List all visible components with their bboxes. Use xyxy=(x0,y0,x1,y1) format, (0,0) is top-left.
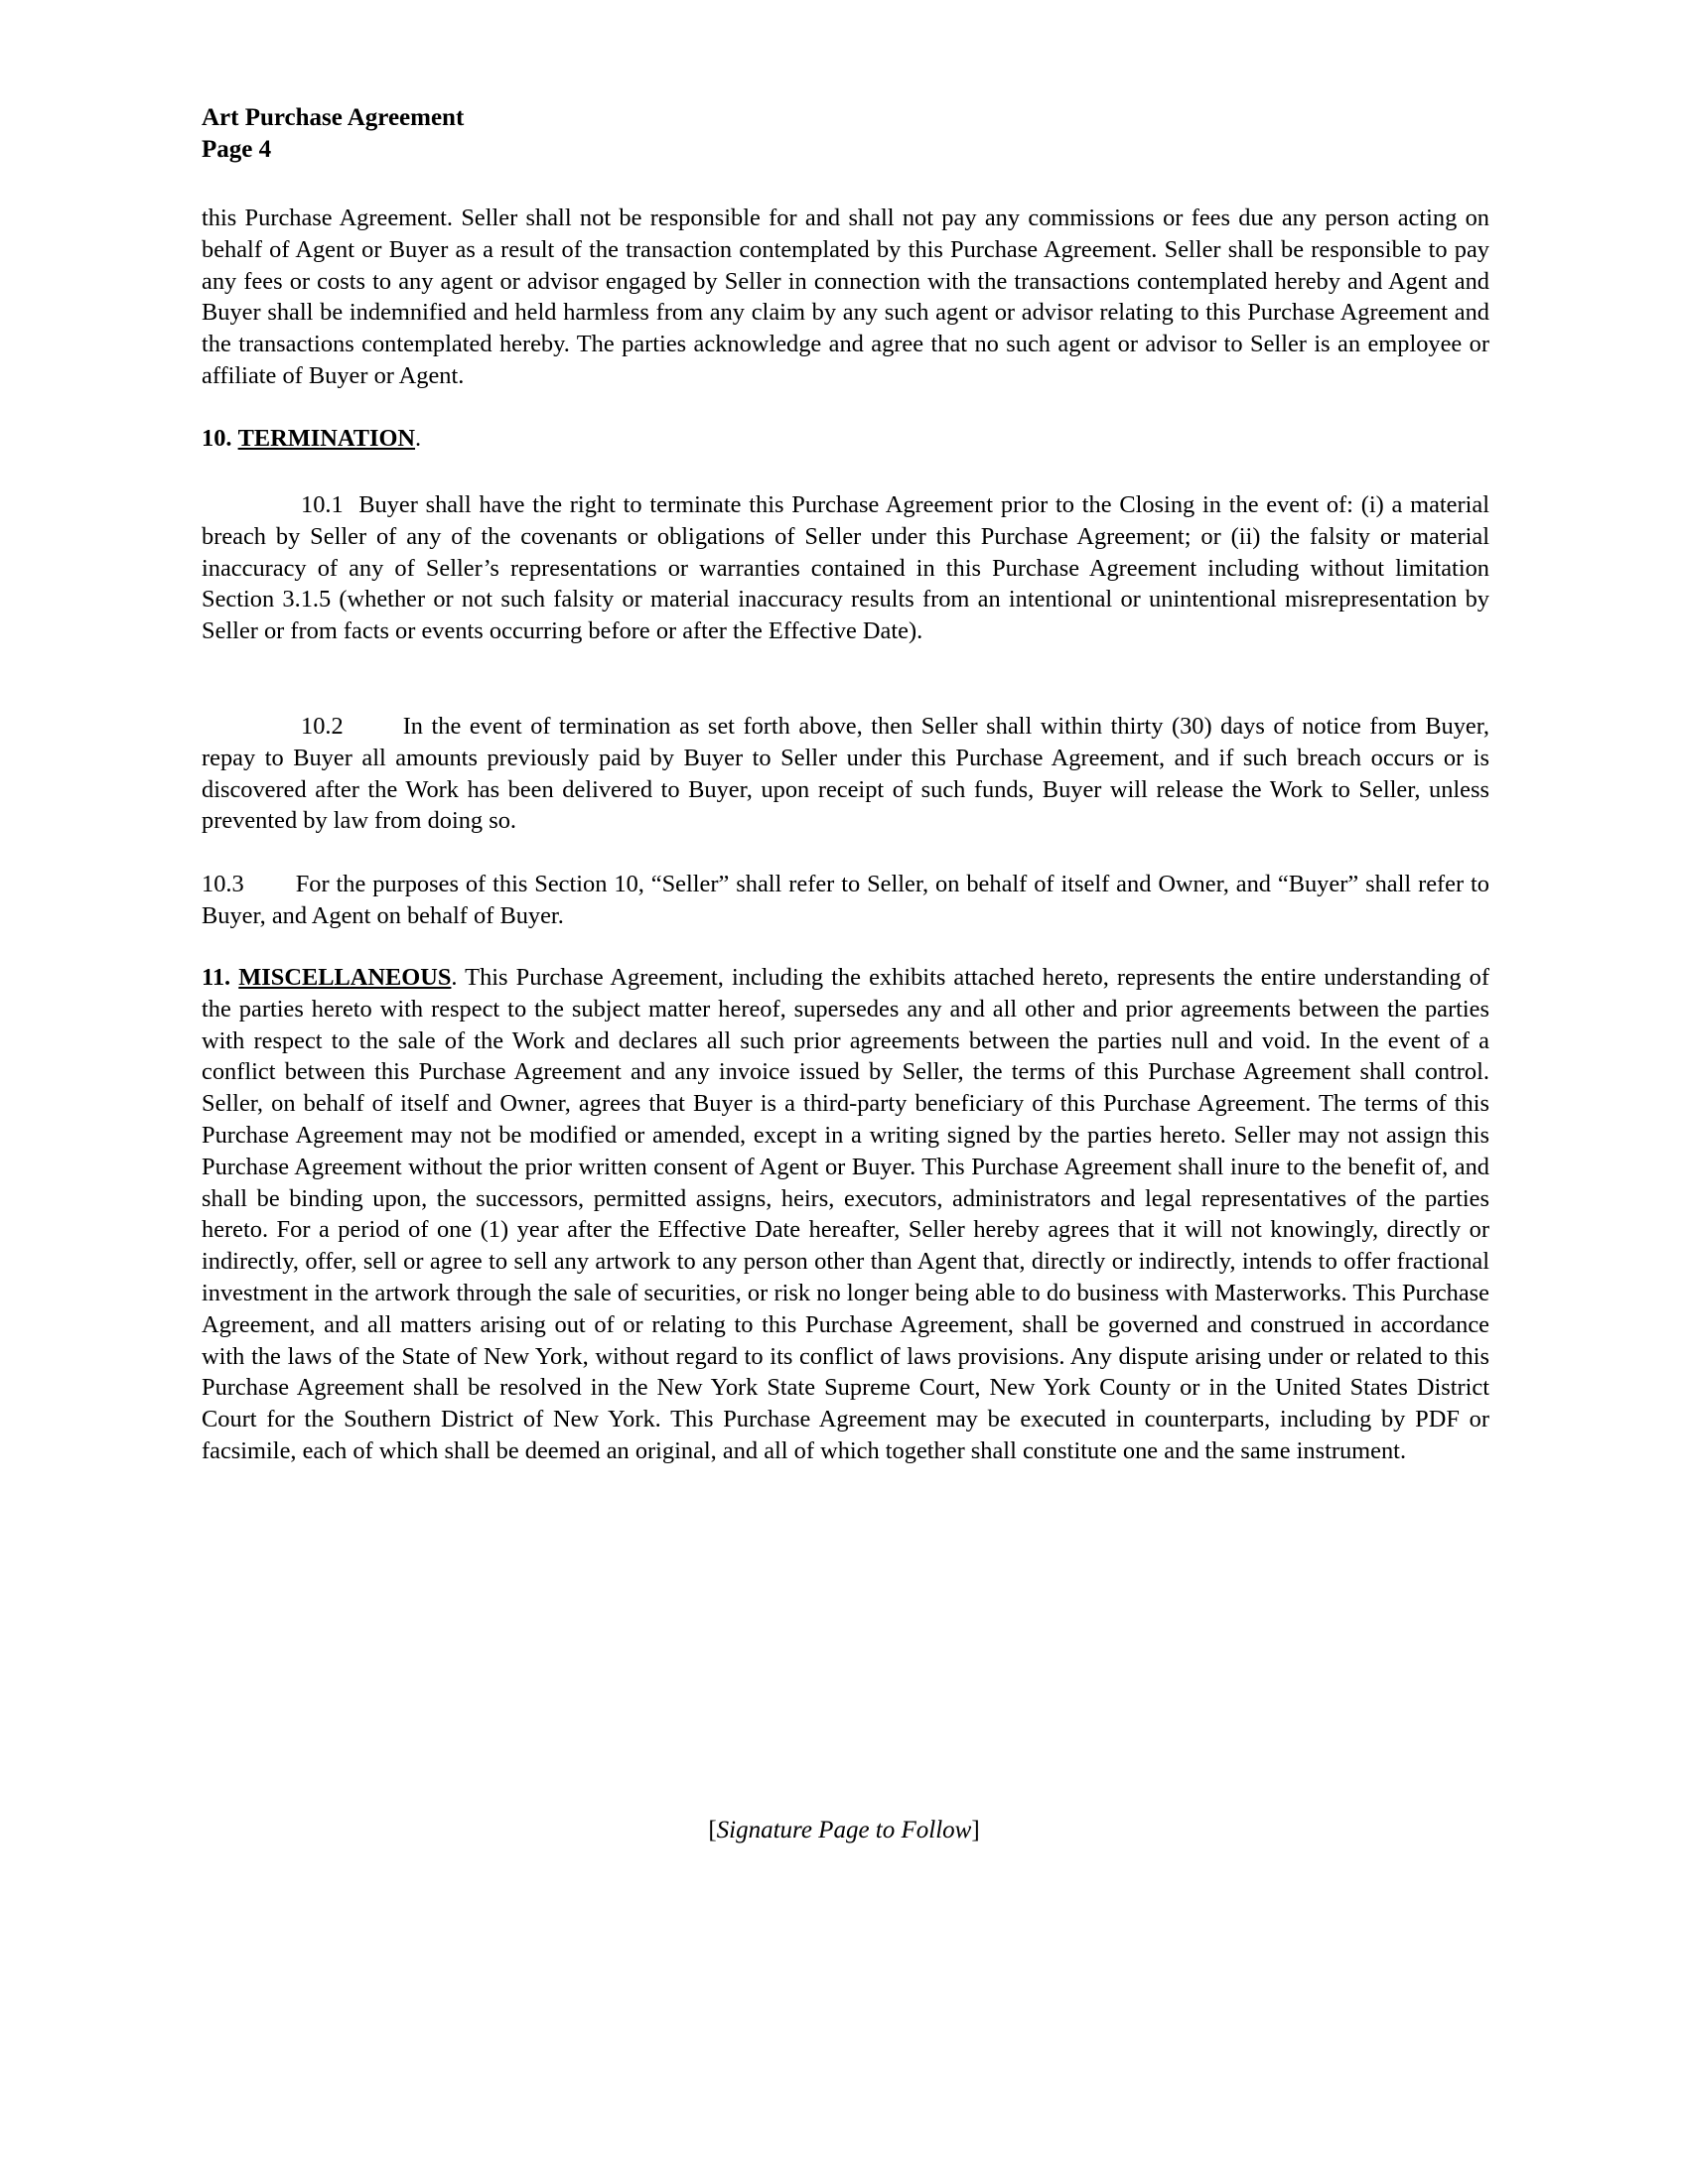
section-10-title-punct: . xyxy=(415,425,422,452)
signature-bracket-open: [ xyxy=(708,1817,717,1843)
intro-paragraph xyxy=(202,203,1489,392)
document-title: Art Purchase Agreement xyxy=(202,104,465,131)
signature-page-note xyxy=(0,1815,1688,1846)
section-10-3 xyxy=(202,869,1489,932)
intro-paragraph-text: this Purchase Agreement. Seller shall not be responsible for and shall not pay any commissions or fees due any person acting on behalf of Agent or Buyer as a result of the transaction contemplated by this Purchase Agreement. Seller shall be responsible to pay any fees or costs to any agent or advisor engaged by Seller in connection with the transactions contemplated hereby and Agent and Buyer shall be indemnified and held harmless from any claim by any such agent or advisor relating to this Purchase Agreement and the transactions contemplated hereby. The parties acknowledge and agree that no such agent or advisor to Seller is an employee or affiliate of Buyer or Agent. xyxy=(202,205,1489,389)
page-number: Page 4 xyxy=(202,136,272,163)
section-10-2 xyxy=(202,711,1489,837)
section-10-1-number: 10.1 xyxy=(301,491,344,518)
signature-note-text: Signature Page to Follow xyxy=(716,1817,972,1843)
section-10-1-text: Buyer shall have the right to terminate this Purchase Agreement prior to the Closing in the event of: (i) a material breach by Seller of any of the covenants or obligations of Seller under this Purchase Agreement; or (ii) the falsity or material inaccuracy of any of Seller’s representations or warranties contained in this Purchase Agreement including without limitation Section 3.1.5 (whether or not such falsity or material inaccuracy results from an intentional or unintentional misrepresentation by Seller or from facts or events occurring before or after the Effective Date). xyxy=(202,491,1490,645)
signature-bracket-close: ] xyxy=(971,1817,980,1843)
section-10-2-text: In the event of termination as set forth above, then Seller shall within thirty (30) days of notice from Buyer, repay to Buyer all amounts previously paid by Buyer to Seller under this Purchase Agreement, and if such breach occurs or is discovered after the Work has been delivered to Buyer, upon receipt of such funds, Buyer will release the Work to Seller, unless prevented by law from doing so. xyxy=(202,713,1489,835)
section-11-title: MISCELLANEOUS xyxy=(238,964,452,991)
running-header xyxy=(202,102,464,166)
section-10-title: TERMINATION xyxy=(237,425,416,452)
section-10-2-number: 10.2 xyxy=(301,713,344,740)
section-10-3-number: 10.3 xyxy=(202,871,244,897)
section-10-3-text: For the purposes of this Section 10, “Seller” shall refer to Seller, on behalf of itself and Owner, and “Buyer” shall refer to Buyer, and Agent on behalf of Buyer. xyxy=(202,871,1489,929)
section-11 xyxy=(202,962,1489,1467)
section-11-text: . This Purchase Agreement, including the exhibits attached hereto, represents the entire understanding of the parties hereto with respect to the subject matter hereof, supersedes any and all other and prior agreements between the parties with respect to the sale of the Work and declares all such prior agreements between the parties null and void. In the event of a conflict between this Purchase Agreement and any invoice issued by Seller, the terms of this Purchase Agreement shall control. Seller, on behalf of itself and Owner, agrees that Buyer is a third-party beneficiary of this Purchase Agreement. The terms of this Purchase Agreement may not be modified or amended, except in a writing signed by the parties hereto. Seller may not assign this Purchase Agreement without the prior written consent of Agent or Buyer. This Purchase Agreement shall inure to the benefit of, and shall be binding upon, the successors, permitted assigns, heirs, executors, administrators and legal representatives of the parties hereto. For a period of one (1) year after the Effective Date hereafter, Seller hereby agrees that it will not knowingly, directly or indirectly, offer, sell or agree to sell any artwork to any person other than Agent that, directly or indirectly, intends to offer fractional investment in the artwork through the sale of securities, or risk no longer being able to do business with Masterworks. This Purchase Agreement, and all matters arising out of or relating to this Purchase Agreement, shall be governed and construed in accordance with the laws of the State of New York, without regard to its conflict of laws provisions. Any dispute arising under or related to this Purchase Agreement shall be resolved in the New York State Supreme Court, New York County or in the United States District Court for the Southern District of New York. This Purchase Agreement may be executed in counterparts, including by PDF or facsimile, each of which shall be deemed an original, and all of which together shall constitute one and the same instrument. xyxy=(202,964,1489,1464)
section-10-heading xyxy=(202,423,1489,455)
section-10-1 xyxy=(202,489,1489,647)
section-11-number: 11. xyxy=(202,964,231,991)
section-10-number: 10. xyxy=(202,425,232,452)
